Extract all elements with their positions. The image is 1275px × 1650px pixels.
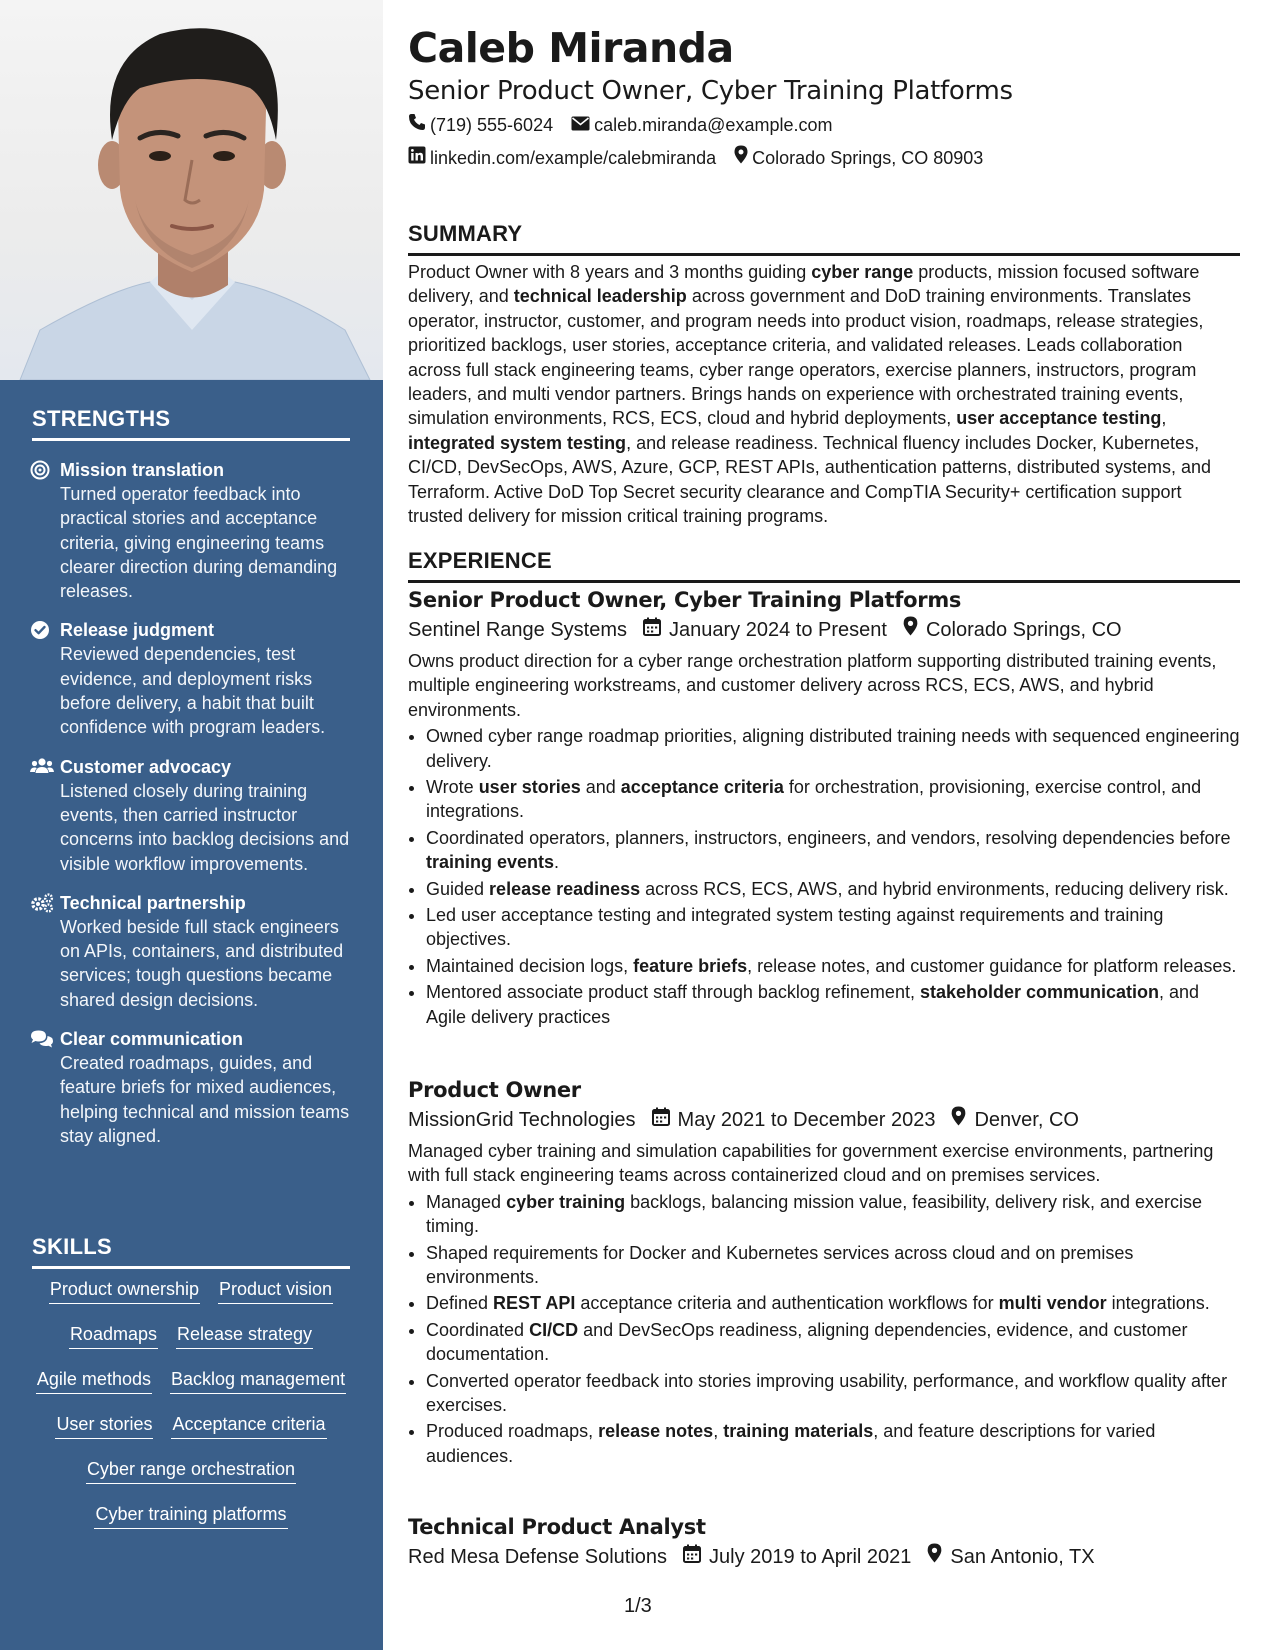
target-icon — [30, 458, 60, 603]
strength-title: Customer advocacy — [60, 756, 232, 777]
company-name: Red Mesa Defense Solutions — [408, 1546, 668, 1568]
summary-keyword: cyber range — [811, 262, 914, 282]
summary-keyword: technical leadership — [513, 286, 687, 307]
users-icon — [30, 755, 60, 876]
strength-desc: Turned operator feedback into practical stories and acceptance criteria, giving engineering teams clearer direction during demanding releases. — [60, 484, 338, 602]
job-meta — [408, 615, 1240, 645]
phone-text[interactable]: (719) 555-6024 — [430, 115, 554, 135]
skill-tag: Agile methods — [36, 1368, 152, 1394]
calendar-icon — [683, 1542, 709, 1572]
map-pin-icon — [734, 145, 752, 170]
strength-desc: Created roadmaps, guides, and feature briefs for mixed audiences, helping technical and mission teams stay aligned. — [60, 1053, 350, 1146]
profile-photo — [0, 0, 383, 380]
job-meta — [408, 1542, 1240, 1572]
skill-tag: Cyber training platforms — [94, 1503, 287, 1529]
skills-title: SKILLS — [32, 1234, 350, 1269]
summary-title: SUMMARY — [408, 220, 1240, 256]
skill-tag: Acceptance criteria — [171, 1413, 326, 1439]
phone-icon — [408, 113, 430, 137]
job-location: San Antonio, TX — [950, 1546, 1095, 1568]
location-text: Colorado Springs, CO 80903 — [752, 147, 984, 168]
strength-item — [30, 1027, 360, 1148]
job-bullet: • Wrote user stories and acceptance criteria for orchestration, provisioning, exercise control, and integrations. — [426, 775, 1240, 824]
job-description: Owns product direction for a cyber range orchestration platform supporting distributed training events, multiple engineering workstreams, and customer delivery across RCS, ECS, AWS, and hybrid environments. — [408, 651, 1217, 720]
strength-item — [30, 755, 360, 876]
summary-segment: products, mission focused software delivery, and — [408, 262, 1200, 307]
contact-row-2 — [408, 145, 1001, 170]
strength-desc: Listened closely during training events, then carried instructor concerns into backlog decisions and visible workflow improvements. — [60, 780, 350, 874]
job-bullet: • Shaped requirements for Docker and Kubernetes services across cloud and on premises environments. — [426, 1241, 1240, 1290]
strength-title: Technical partnership — [60, 892, 246, 913]
job-entry — [408, 1075, 1240, 1470]
strength-desc: Worked beside full stack engineers on APIs, containers, and distributed services; tough questions became shared design decisions. — [60, 916, 344, 1010]
strength-title: Release judgment — [60, 620, 215, 641]
job-dates: May 2021 to December 2023 — [677, 1109, 936, 1131]
job-title: Senior Product Owner, Cyber Training Platforms — [408, 588, 962, 612]
map-pin-icon — [927, 1542, 950, 1572]
summary-segment: Product Owner with 8 years and 3 months guiding — [408, 262, 812, 282]
job-bullet: • Converted operator feedback into stories improving usability, performance, and workflow quality after exercises. — [426, 1369, 1240, 1418]
experience-title: EXPERIENCE — [408, 547, 1240, 583]
summary-keyword: user acceptance testing — [956, 408, 1162, 429]
job-dates: July 2019 to April 2021 — [709, 1546, 912, 1568]
linkedin-item — [408, 146, 716, 170]
summary-text — [408, 260, 1240, 528]
strength-title: Clear communication — [60, 1029, 244, 1050]
job-title: Product Owner — [408, 1078, 581, 1102]
linkedin-link[interactable]: linkedin.com/example/calebmiranda — [430, 147, 717, 168]
calendar-icon — [643, 615, 669, 645]
strengths-title: STRENGTHS — [32, 406, 350, 441]
job-bullet: • Produced roadmaps, release notes, training materials, and feature descriptions for varied audiences. — [426, 1419, 1240, 1468]
map-pin-icon — [903, 615, 926, 645]
skill-tag: Backlog management — [170, 1368, 346, 1394]
summary-segment: , and release readiness. Technical fluency includes Docker, Kubernetes, CI/CD, DevSecOps, AWS, Azure, GCP, REST APIs, authentication patterns, distributed systems, and Terraform. Active DoD Top Secret security clearance and CompTIA Security+ certification support trusted delivery for mission critical training programs. — [408, 432, 1212, 527]
job-bullet: • Coordinated CI/CD and DevSecOps readiness, aligning dependencies, evidence, and customer documentation. — [426, 1318, 1240, 1367]
skills-list — [32, 1278, 350, 1529]
strength-item — [30, 458, 360, 603]
job-bullet: • Led user acceptance testing and integrated system testing against requirements and training objectives. — [426, 903, 1240, 952]
skill-tag: Release strategy — [176, 1323, 313, 1349]
company-name: Sentinel Range Systems — [408, 619, 628, 641]
location-item — [734, 145, 983, 170]
candidate-headline: Senior Product Owner, Cyber Training Platforms — [408, 76, 1013, 106]
page-number: 1/3 — [624, 1595, 652, 1617]
job-location: Denver, CO — [974, 1109, 1079, 1131]
email-item — [571, 113, 832, 137]
job-bullet: • Owned cyber range roadmap priorities, aligning distributed training needs with sequenced engineering delivery. — [426, 724, 1240, 773]
job-bullets — [408, 724, 1240, 1029]
job-dates: January 2024 to Present — [669, 619, 887, 641]
phone-item — [408, 113, 553, 137]
gears-icon — [30, 891, 60, 1012]
envelope-icon — [571, 113, 594, 137]
map-pin-icon — [951, 1105, 974, 1135]
summary-keyword: integrated system testing — [408, 432, 627, 453]
job-bullet: • Coordinated operators, planners, instructors, engineers, and vendors, resolving dependencies before training events. — [426, 826, 1240, 875]
job-bullet: • Maintained decision logs, feature briefs, release notes, and customer guidance for platform releases. — [426, 954, 1240, 978]
linkedin-icon — [408, 146, 430, 170]
job-description: Managed cyber training and simulation capabilities for government exercise environments, partnering with full stack engineering teams across containerized cloud and on premises services. — [408, 1141, 1214, 1186]
strength-desc: Reviewed dependencies, test evidence, and deployment risks before delivery, a habit that built confidence with program leaders. — [60, 644, 326, 738]
job-entry — [408, 585, 1240, 1031]
strength-item — [30, 618, 360, 739]
skill-tag: Cyber range orchestration — [86, 1458, 296, 1484]
strengths-list — [30, 458, 360, 1163]
job-entry — [408, 1512, 1240, 1576]
strength-title: Mission translation — [60, 460, 225, 480]
job-title: Technical Product Analyst — [408, 1515, 706, 1539]
comments-icon — [30, 1027, 60, 1148]
skill-tag: User stories — [55, 1413, 153, 1439]
calendar-icon — [652, 1105, 678, 1135]
strength-item — [30, 891, 360, 1012]
candidate-name: Caleb Miranda — [408, 24, 734, 72]
skill-tag: Product vision — [218, 1278, 333, 1304]
skill-tag: Product ownership — [49, 1278, 200, 1304]
job-bullet: • Managed cyber training backlogs, balancing mission value, feasibility, delivery risk, and exercise timing. — [426, 1190, 1240, 1239]
summary-segment: across government and DoD training environments. Translates operator, instructor, customer, and program needs into product vision, roadmaps, release strategies, prioritized backlogs, user stories, acceptance criteria, and validated releases. Leads collaboration across full stack engineering teams, cyber range operators, exercise planners, instructors, program leaders, and multi vendor partners. Brings hands on experience with orchestrated training events, simulation environments, RCS, ECS, cloud and hybrid deployments, — [408, 286, 1204, 429]
company-name: MissionGrid Technologies — [408, 1109, 636, 1131]
summary-segment: , — [1161, 408, 1167, 429]
job-location: Colorado Springs, CO — [925, 619, 1122, 641]
job-meta — [408, 1105, 1240, 1135]
contact-row-1 — [408, 113, 850, 137]
email-link[interactable]: caleb.miranda@example.com — [594, 115, 833, 135]
job-bullet: • Mentored associate product staff through backlog refinement, stakeholder communication, and Agile delivery practices — [426, 980, 1240, 1029]
job-bullets — [408, 1190, 1240, 1468]
job-bullet: • Guided release readiness across RCS, ECS, AWS, and hybrid environments, reducing delivery risk. — [426, 877, 1240, 901]
check-circle-icon — [30, 618, 60, 739]
skill-tag: Roadmaps — [69, 1323, 158, 1349]
sidebar — [0, 0, 383, 1650]
job-bullet: • Defined REST API acceptance criteria and authentication workflows for multi vendor integrations. — [426, 1291, 1240, 1315]
